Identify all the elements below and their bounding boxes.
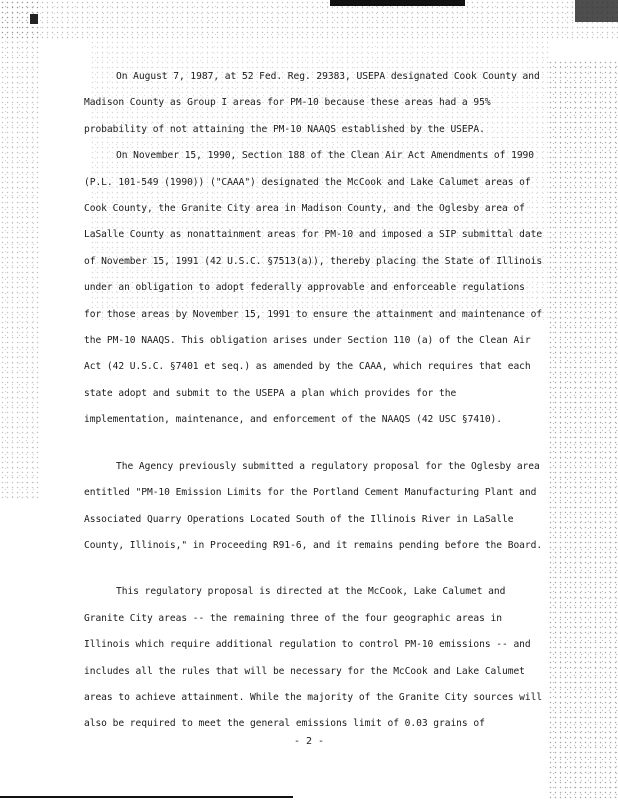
scan-bottom-line xyxy=(0,796,293,798)
body-text xyxy=(84,64,548,738)
paragraph-4: This regulatory proposal is directed at the McCook, Lake Calumet and Granite City areas -- the remaining three of the four geographic areas in Illinois which require additional regulation to control PM-10 emissions -- and includes all the rules that will be necessary for the McCook and Lake Calumet areas to achieve attainment. While the majority of the Granite City sources will also be required to meet the general emissions limit of 0.03 grains of xyxy=(84,586,548,730)
scan-noise-left xyxy=(0,0,40,500)
scan-corner-mark xyxy=(30,14,38,24)
paragraph-gap xyxy=(84,434,544,454)
paragraph-3: The Agency previously submitted a regulatory proposal for the Oglesby area entitled "PM-10 Emission Limits for the Portland Cement Manufacturing Plant and Associated Quarry Operations Located South of the Illinois River in LaSalle County, Illinois," in Proceeding R91-6, and it remains pending before the Board. xyxy=(84,460,546,551)
scan-edge-corner xyxy=(575,0,618,22)
paragraph-2: On November 15, 1990, Section 188 of the Clean Air Act Amendments of 1990 (P.L. 101-549 (1990)) ("CAAA") designated the McCook and Lake Calumet areas of Cook County, the Granite City area in Madison County, and the Oglesby area of LaSalle County as nonattainment areas for PM-10 and imposed a SIP submittal date of November 15, 1991 (42 U.S.C. §7513(a)), thereby placing the State of Illinois under an obligation to adopt federally approvable and enforceable regulations for those areas by November 15, 1991 to ensure the attainment and maintenance of the PM-10 NAAQS. This obligation arises under Section 110 (a) of the Clean Air Act (42 U.S.C. §7401 et seq.) as amended by the CAAA, which requires that each state adopt and submit to the USEPA a plan which provides for the implementation, maintenance, and enforcement of the NAAQS (42 USC §7410). xyxy=(84,150,548,426)
paragraph-gap xyxy=(84,559,544,579)
scan-noise-top xyxy=(0,0,618,40)
scan-edge-bar xyxy=(330,0,465,6)
page-number: - 2 - xyxy=(293,736,325,747)
paragraph-1: On August 7, 1987, at 52 Fed. Reg. 29383, USEPA designated Cook County and Madison County as Group I areas for PM-10 because these areas had a 95% probability of not attaining the PM-10 NAAQS established by the USEPA. xyxy=(84,71,546,135)
scan-noise-right xyxy=(548,60,618,800)
